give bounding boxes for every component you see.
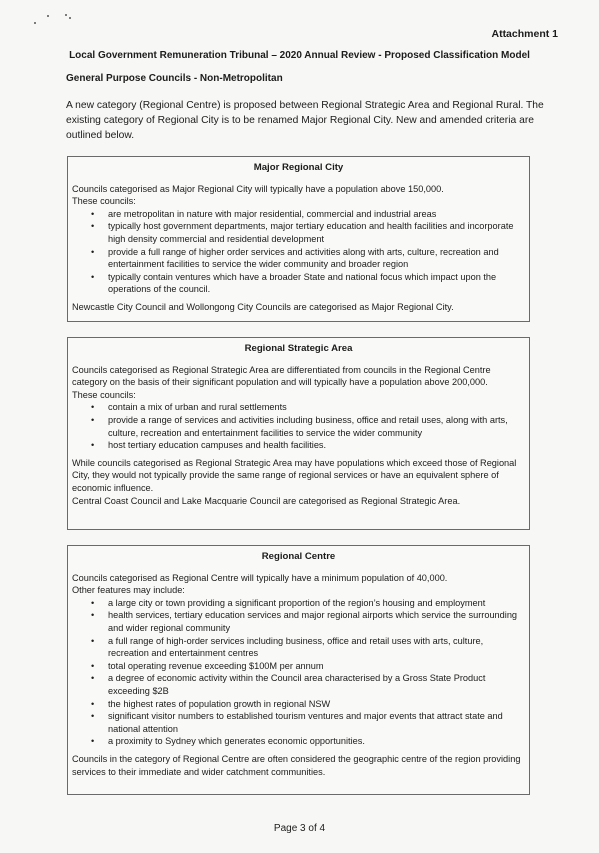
box-title: Regional Strategic Area (244, 343, 353, 354)
scan-speck (47, 15, 49, 17)
bullet-item (72, 414, 525, 439)
box-paragraph: While councils categorised as Regional Strategic Area may have populations which exceed those of Regional City, they would not typically provide the same range of regional services or have an equivalent sphere of economic influence. (72, 457, 517, 493)
scan-speck (34, 22, 36, 24)
category-box-regional-strategic-area (67, 337, 530, 530)
box-title: Major Regional City (253, 162, 344, 173)
intro-paragraph: A new category (Regional Centre) is proposed between Regional Strategic Area and Regional Rural. The existing category of Regional City is to be renamed Major Regional City. New and amended criteria are outlined below. (66, 100, 544, 141)
bullet-text: contain a mix of urban and rural settlements (108, 402, 287, 413)
bullet-icon: • (91, 221, 95, 232)
bullet-item (72, 401, 525, 414)
bullet-icon: • (91, 271, 95, 282)
attachment-label: Attachment 1 (491, 28, 558, 40)
bullet-item (72, 672, 525, 697)
bullet-list (72, 208, 525, 296)
bullet-text: total operating revenue exceeding $100M per annum (108, 660, 324, 671)
box-paragraph: Newcastle City Council and Wollongong City Councils are categorised as Major Regional City. (72, 301, 454, 312)
bullet-text: a full range of high-order services including business, office and retail uses with arts, culture, recreation and entertainment centres (108, 635, 484, 659)
box-paragraph: Councils in the category of Regional Centre are often considered the geographic centre of the region providing services to their immediate and wider catchment communities. (72, 753, 521, 777)
section-heading: General Purpose Councils - Non-Metropolitan (66, 73, 283, 84)
bullet-icon: • (91, 673, 95, 684)
bullet-item (72, 220, 525, 245)
bullet-item (72, 597, 525, 610)
bullet-icon: • (91, 440, 95, 451)
category-box-major-regional-city (67, 156, 530, 322)
bullet-text: typically contain ventures which have a broader State and national focus which impact upon the operations of the council. (108, 271, 497, 295)
category-box-regional-centre (67, 545, 530, 795)
box-paragraph: These councils: (72, 389, 136, 400)
bullet-text: host tertiary education campuses and health facilities. (108, 440, 327, 451)
bullet-text: provide a range of services and activities including business, office and retail uses, along with arts, culture, recreation and entertainment facilities to service the wider community (108, 414, 508, 438)
bullet-text: typically host government departments, major tertiary education and health facilities and incorporate high density commercial and residential development (108, 221, 514, 244)
bullet-text: a degree of economic activity within the Council area characterised by a Gross State Product exceeding $2B (108, 673, 486, 696)
bullet-icon: • (91, 635, 95, 646)
page-number: Page 3 of 4 (273, 823, 326, 834)
bullet-icon: • (91, 597, 95, 608)
bullet-icon: • (91, 246, 95, 257)
box-paragraph: Councils categorised as Regional Strategic Area are differentiated from councils in the Regional Centre category on the basis of their significant population and will typically have a population above 200,000. (72, 364, 491, 388)
bullet-text: health services, tertiary education services and major regional airports which service the surrounding and wider regional community (108, 610, 518, 633)
bullet-icon: • (91, 610, 95, 621)
bullet-item (72, 609, 525, 634)
bullet-text: are metropolitan in nature with major residential, commercial and industrial areas (108, 208, 437, 219)
bullet-list (72, 597, 525, 748)
scan-speck (65, 14, 67, 16)
bullet-item (72, 246, 525, 271)
bullet-text: provide a full range of higher order services and activities along with arts, culture, recreation and entertainment facilities to service the wider community and broader region (108, 246, 499, 270)
box-paragraph: Councils categorised as Regional Centre will typically have a minimum population of 40,000. (72, 572, 448, 583)
box-paragraph: These councils: (72, 196, 136, 207)
bullet-icon: • (91, 660, 95, 671)
box-paragraph: Other features may include: (72, 585, 185, 596)
bullet-icon: • (91, 208, 95, 219)
bullet-item (72, 660, 525, 673)
bullet-item (72, 208, 525, 221)
box-paragraph: Councils categorised as Major Regional City will typically have a population above 150,000. (72, 183, 444, 194)
bullet-item (72, 635, 525, 660)
bullet-icon: • (91, 736, 95, 747)
bullet-text: a proximity to Sydney which generates economic opportunities. (108, 736, 365, 747)
bullet-icon: • (91, 402, 95, 413)
bullet-text: a large city or town providing a significant proportion of the region’s housing and employment (108, 597, 486, 608)
bullet-item (72, 698, 525, 711)
bullet-text: significant visitor numbers to established tourism ventures and major events that attract state and national attention (108, 711, 503, 734)
bullet-text: the highest rates of population growth in regional NSW (108, 698, 331, 709)
bullet-icon: • (91, 414, 95, 425)
box-title: Regional Centre (261, 551, 336, 562)
document-title: Local Government Remuneration Tribunal – 2020 Annual Review - Proposed Classification Model (69, 50, 530, 61)
bullet-icon: • (91, 711, 95, 722)
bullet-list (72, 401, 525, 451)
scan-speck (69, 17, 71, 19)
box-paragraph: Central Coast Council and Lake Macquarie Council are categorised as Regional Strategic Area. (72, 495, 461, 506)
bullet-item (72, 710, 525, 735)
bullet-item (72, 271, 525, 296)
bullet-icon: • (91, 698, 95, 709)
bullet-item (72, 735, 525, 748)
bullet-item (72, 439, 525, 452)
